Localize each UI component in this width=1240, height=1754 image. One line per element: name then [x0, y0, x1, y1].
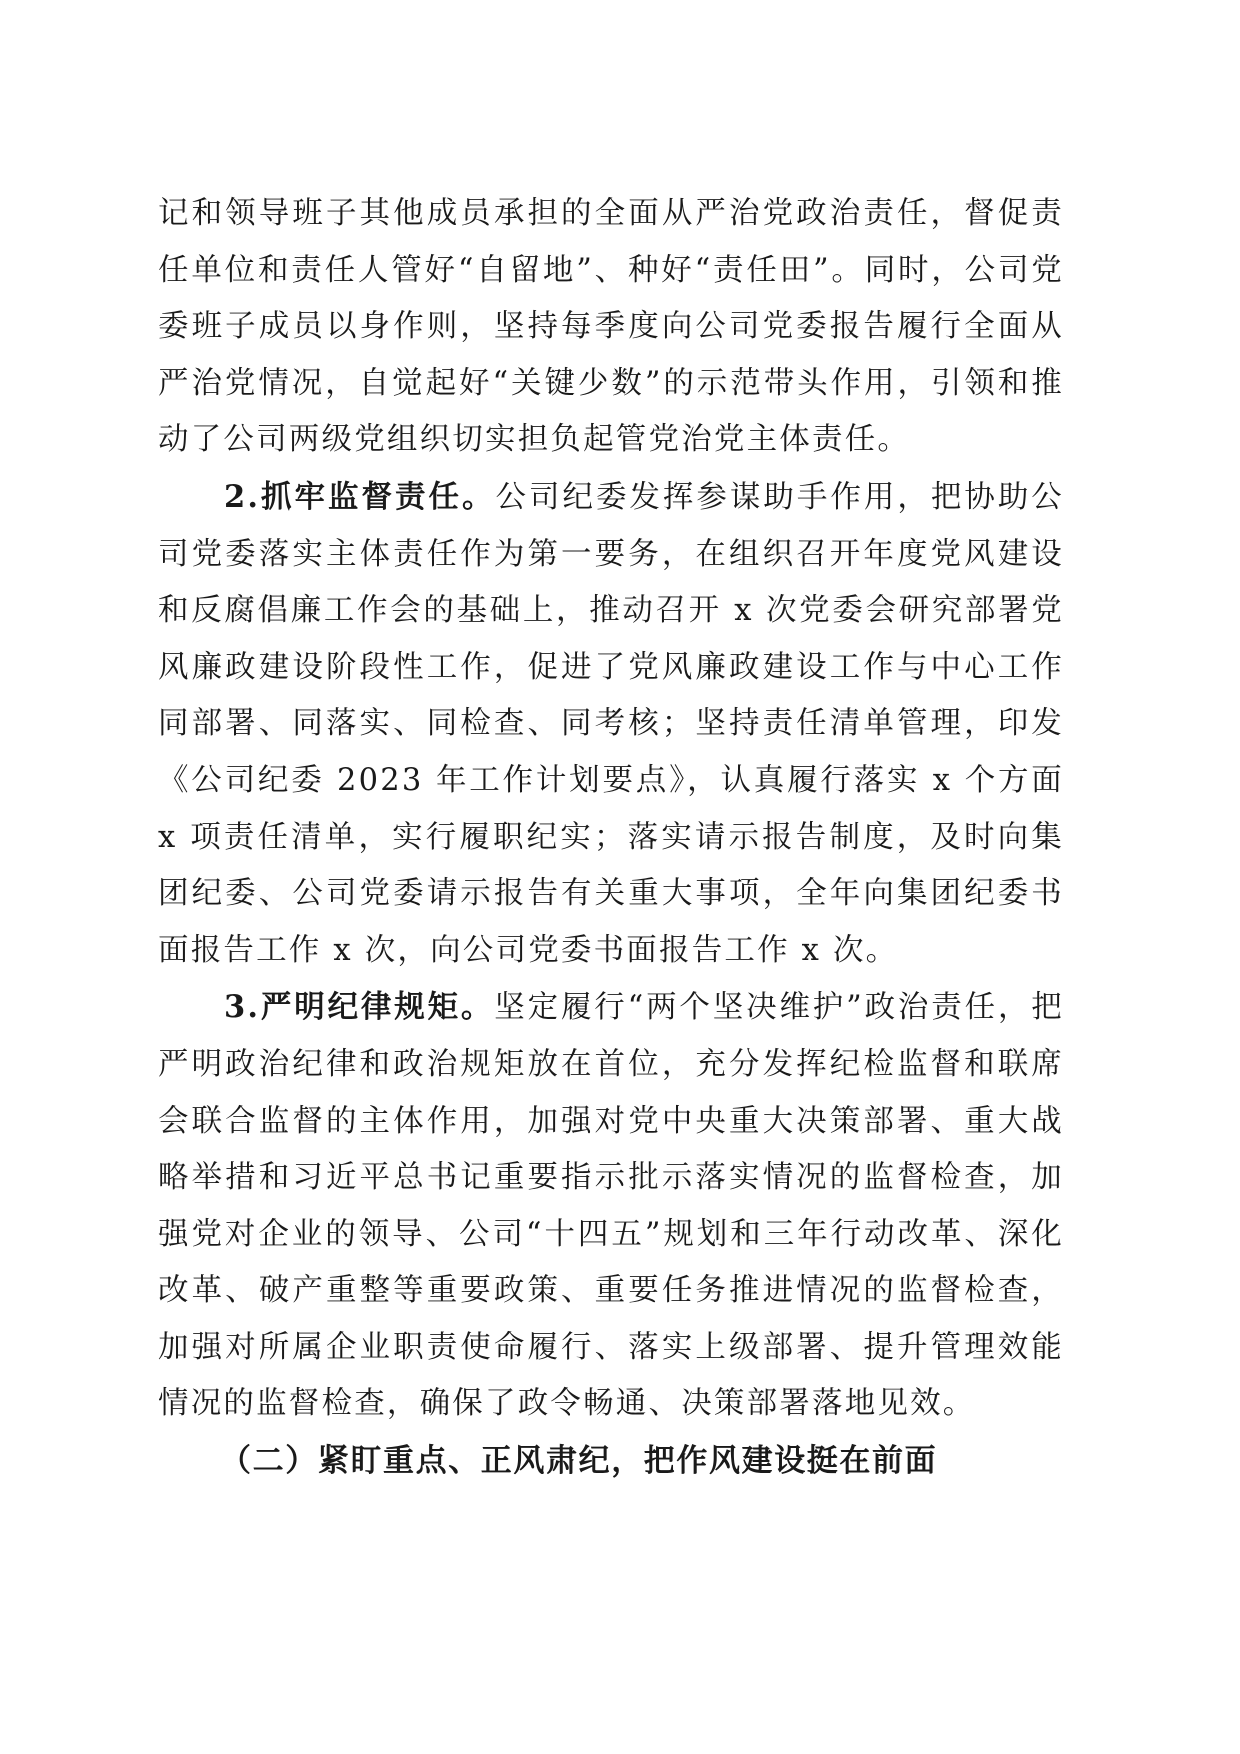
paragraph-text: 坚定履行“两个坚决维护”政治责任，把严明政治纪律和政治规矩放在首位，充分发挥纪检监督和联席会联合监督的主体作用，加强对党中央重大决策部署、重大战略举措和习近平总书记重要指示批示落实情况的监督检查，加强党对企业的领导、公司“十四五”规划和三年行动改革、深化改革、破产重整等重要政策、重要任务推进情况的监督检查，加强对所属企业职责使命履行、落实上级部署、提升管理效能情况的监督检查，确保了政令畅通、决策部署落地见效。: [158, 990, 1064, 1422]
document-page: [158, 186, 1064, 1490]
paragraph-discipline-rules: [158, 979, 1064, 1433]
paragraph-text: 记和领导班子其他成员承担的全面从严治党政治责任，督促责任单位和责任人管好“自留地”、种好“责任田”。同时，公司党委班子成员以身作则，坚持每季度向公司党委报告履行全面从严治党情况，自觉起好“关键少数”的示范带头作用，引领和推动了公司两级党组织切实担负起管党治党主体责任。: [158, 196, 1064, 458]
paragraph-text: 公司纪委发挥参谋助手作用，把协助公司党委落实主体责任作为第一要务，在组织召开年度党风建设和反腐倡廉工作会的基础上，推动召开 x 次党委会研究部署党风廉政建设阶段性工作，促进了党风廉政建设工作与中心工作同部署、同落实、同检查、同考核；坚持责任清单管理，印发《公司纪委 2023 年工作计划要点》，认真履行落实 x 个方面 x 项责任清单，实行履职纪实；落实请示报告制度，及时向集团纪委、公司党委请示报告有关重大事项，全年向集团纪委书面报告工作 x 次，向公司党委书面报告工作 x 次。: [158, 479, 1065, 968]
paragraph-lead-title: 3.严明纪律规矩。: [224, 989, 495, 1026]
paragraph-lead-title: 2.抓牢监督责任。: [224, 478, 496, 515]
section-heading: （二）紧盯重点、正风肃纪，把作风建设挺在前面: [220, 1443, 938, 1480]
paragraph-supervision-responsibility: [158, 469, 1064, 979]
paragraph-continuation: [158, 186, 1064, 469]
